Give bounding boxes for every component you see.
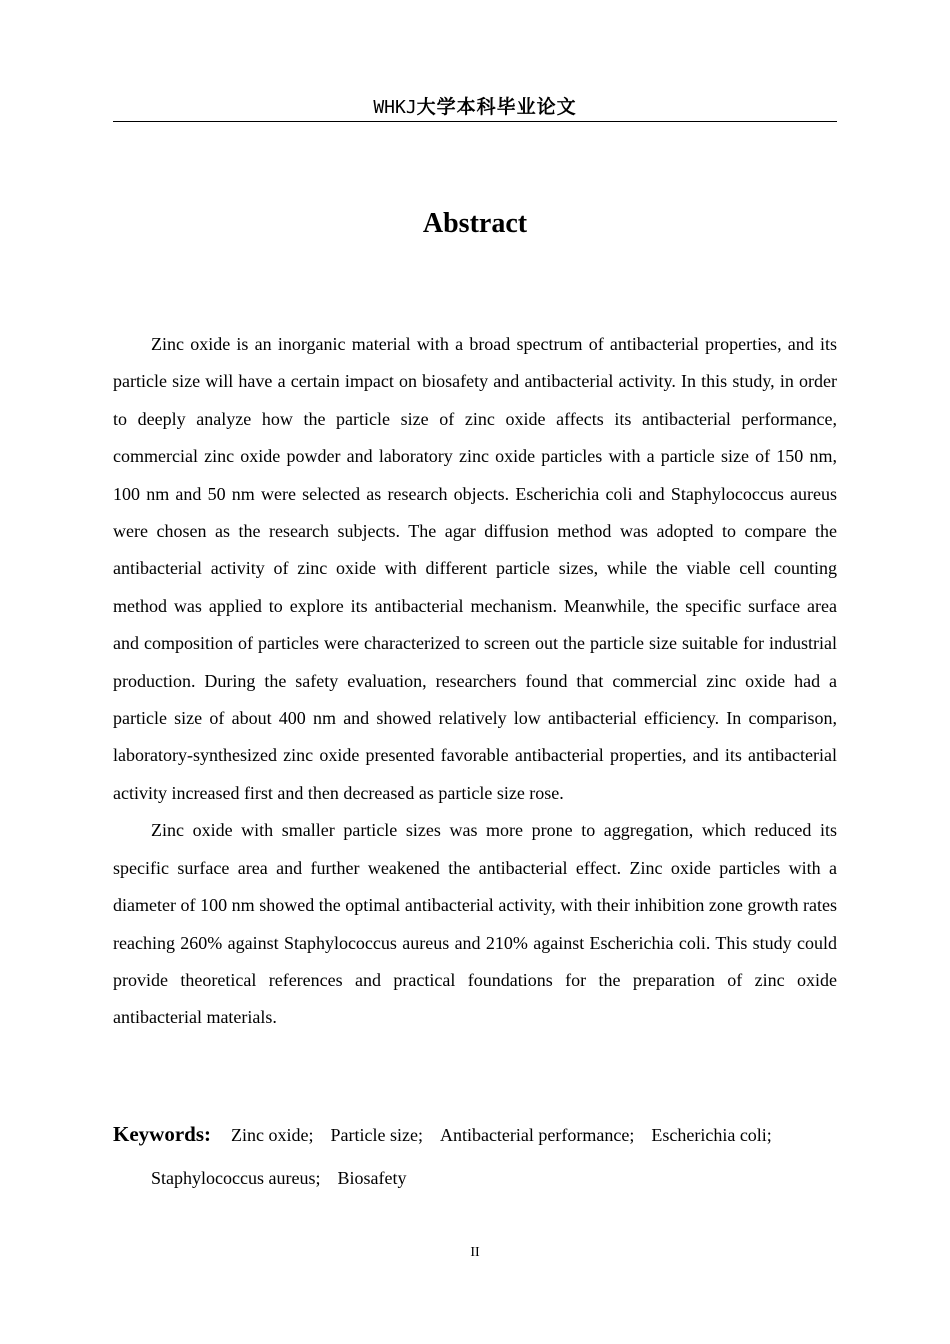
running-header (113, 92, 837, 122)
abstract-body (113, 326, 837, 1037)
keywords-line-1 (113, 1114, 837, 1155)
keyword-item: Particle size; (330, 1125, 423, 1145)
keyword-item: Escherichia coli; (651, 1125, 772, 1145)
keyword-item: Zinc oxide; (231, 1125, 314, 1145)
keyword-item: Antibacterial performance; (439, 1125, 635, 1145)
keywords-line-2 (113, 1158, 837, 1198)
page-number: II (470, 1245, 480, 1260)
header-rule (113, 121, 837, 122)
abstract-paragraph-1: Zinc oxide is an inorganic material with a broad spectrum of antibacterial properties, and its particle size will have a certain impact on biosafety and antibacterial activity. In this study, in order to deeply analyze how the particle size of zinc oxide affects its antibacterial performance, commercial zinc oxide powder and laboratory zinc oxide particles with a particle size of 150 nm, 100 nm and 50 nm were selected as research objects. Escherichia coli and Staphylococcus aureus were chosen as the research subjects. The agar diffusion method was adopted to compare the antibacterial activity of zinc oxide with different particle sizes, while the viable cell counting method was applied to explore its antibacterial mechanism. Meanwhile, the specific surface area and composition of particles were characterized to screen out the particle size suitable for industrial production. During the safety evaluation, researchers found that commercial zinc oxide had a particle size of about 400 nm and showed relatively low antibacterial efficiency. In comparison, laboratory-synthesized zinc oxide presented favorable antibacterial properties, and its antibacterial activity increased first and then decreased as particle size rose. (113, 334, 837, 803)
keyword-item: Biosafety (337, 1168, 407, 1188)
keyword-item: Staphylococcus aureus; (151, 1168, 321, 1188)
header-institution: WHKJ (373, 97, 417, 118)
keywords-label: Keywords: (113, 1122, 211, 1146)
page-title: Abstract (422, 208, 528, 239)
header-thesis-label: 大学本科毕业论文 (416, 96, 577, 118)
keywords-section (113, 1114, 837, 1198)
abstract-paragraph-2: Zinc oxide with smaller particle sizes was more prone to aggregation, which reduced its specific surface area and further weakened the antibacterial effect. Zinc oxide particles with a diameter of 100 nm showed the optimal antibacterial activity, with their inhibition zone growth rates reaching 260% against Staphylococcus aureus and 210% against Escherichia coli. This study could provide theoretical references and practical foundations for the preparation of zinc oxide antibacterial materials. (113, 820, 837, 1028)
